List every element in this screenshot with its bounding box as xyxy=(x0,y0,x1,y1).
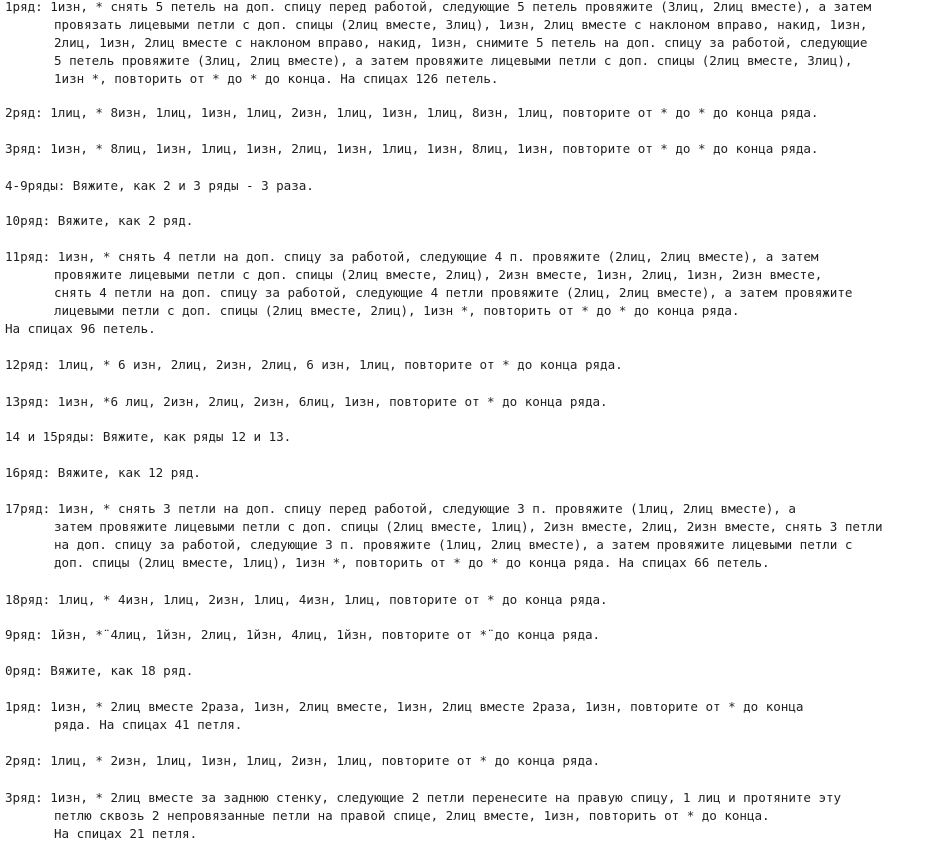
row-2-line-1: 2ряд: 1лиц, * 8изн, 1лиц, 1изн, 1лиц, 2изн, 1лиц, 1изн, 1лиц, 8изн, 1лиц, повторите от * до * до конца ряда. xyxy=(5,105,819,120)
row-11-line-3: снять 4 петли на доп. спицу за работой, следующие 4 петли провяжите (2лиц, 2лиц вместе), а затем провяжите xyxy=(54,285,853,300)
row-1-line-5: 1изн *, повторить от * до * до конца. На спицах 126 петель. xyxy=(54,71,499,86)
row-22-line-1: 2ряд: 1лиц, * 2изн, 1лиц, 1изн, 1лиц, 2изн, 1лиц, повторите от * до конца ряда. xyxy=(5,753,601,768)
row-17-line-3: на доп. спицу за работой, следующие 3 п. провяжите (1лиц, 2лиц вместе), а затем провяжите лицевыми петли с xyxy=(54,537,853,552)
row-17-line-4: доп. спицы (2лиц вместе, 1лиц), 1изн *, повторить от * до * до конца ряда. На спицах 66 петель. xyxy=(54,555,770,570)
row-1-line-4: 5 петель провяжите (3лиц, 2лиц вместе), а затем провяжите лицевыми петли с доп. спицы (2лиц вместе, 3лиц), xyxy=(54,53,853,68)
row-17-line-2: затем провяжите лицевыми петли с доп. спицы (2лиц вместе, 1лиц), 2изн вместе, 2лиц, 2изн вместе, снять 3 петли xyxy=(54,519,883,534)
row-18-line-1: 18ряд: 1лиц, * 4изн, 1лиц, 2изн, 1лиц, 4изн, 1лиц, повторите от * до конца ряда. xyxy=(5,592,608,607)
row-11-line-1: 11ряд: 1изн, * снять 4 петли на доп. спицу за работой, следующие 4 п. провяжите (2лиц, 2лиц вместе), а затем xyxy=(5,249,819,264)
row-3-line-1: 3ряд: 1изн, * 8лиц, 1изн, 1лиц, 1изн, 2лиц, 1изн, 1лиц, 1изн, 8лиц, 1изн, повторите от * до * до конца ряда. xyxy=(5,141,819,156)
row-20-line-1: 0ряд: Вяжите, как 18 ряд. xyxy=(5,663,194,678)
row-11-line-4: лицевыми петли с доп. спицы (2лиц вместе, 2лиц), 1изн *, повторить от * до * до конца ряда. xyxy=(54,303,740,318)
row-19-line-1: 9ряд: 1йзн, *¨4лиц, 1йзн, 2лиц, 1йзн, 4лиц, 1йзн, повторите от *¨до конца ряда. xyxy=(5,627,601,642)
row-23-line-2: петлю сквозь 2 непровязанные петли на правой спице, 2лиц вместе, 1изн, повторить от * до конца. xyxy=(54,808,770,823)
row-21-line-1: 1ряд: 1изн, * 2лиц вместе 2раза, 1изн, 2лиц вместе, 1изн, 2лиц вместе 2раза, 1изн, повторите от * до конца xyxy=(5,699,804,714)
row-11-line-5: На спицах 96 петель. xyxy=(5,321,156,336)
row-17-line-1: 17ряд: 1изн, * снять 3 петли на доп. спицу перед работой, следующие 3 п. провяжите (1лиц, 2лиц вместе), а xyxy=(5,501,796,516)
row-14-15-line-1: 14 и 15ряды: Вяжите, как ряды 12 и 13. xyxy=(5,429,292,444)
row-13-line-1: 13ряд: 1изн, *6 лиц, 2изн, 2лиц, 2изн, 6лиц, 1изн, повторите от * до конца ряда. xyxy=(5,394,608,409)
row-23-line-1: 3ряд: 1изн, * 2лиц вместе за заднюю стенку, следующие 2 петли перенесите на правую спицу, 1 лиц и протяните эту xyxy=(5,790,842,805)
row-4-9-line-1: 4-9ряды: Вяжите, как 2 и 3 ряды - 3 раза. xyxy=(5,178,314,193)
row-10-line-1: 10ряд: Вяжите, как 2 ряд. xyxy=(5,213,194,228)
row-1-line-1: 1ряд: 1изн, * снять 5 петель на доп. спицу перед работой, следующие 5 петель провяжите (3лиц, 2лиц вместе), а затем xyxy=(5,0,872,14)
row-21-line-2: ряда. На спицах 41 петля. xyxy=(54,717,243,732)
row-1-line-2: провязать лицевыми петли с доп. спицы (2лиц вместе, 3лиц), 1изн, 2лиц вместе с наклоном вправо, накид, 1изн, xyxy=(54,17,868,32)
row-11-line-2: провяжите лицевыми петли с доп. спицы (2лиц вместе, 2лиц), 2изн вместе, 1изн, 2лиц, 1изн, 2изн вместе, xyxy=(54,267,823,282)
row-23-line-3: На спицах 21 петля. xyxy=(54,826,198,841)
row-16-line-1: 16ряд: Вяжите, как 12 ряд. xyxy=(5,465,201,480)
row-1-line-3: 2лиц, 1изн, 2лиц вместе с наклоном вправо, накид, 1изн, снимите 5 петель на доп. спицу за работой, следующие xyxy=(54,35,868,50)
row-12-line-1: 12ряд: 1лиц, * 6 изн, 2лиц, 2изн, 2лиц, 6 изн, 1лиц, повторите от * до конца ряда. xyxy=(5,357,623,372)
